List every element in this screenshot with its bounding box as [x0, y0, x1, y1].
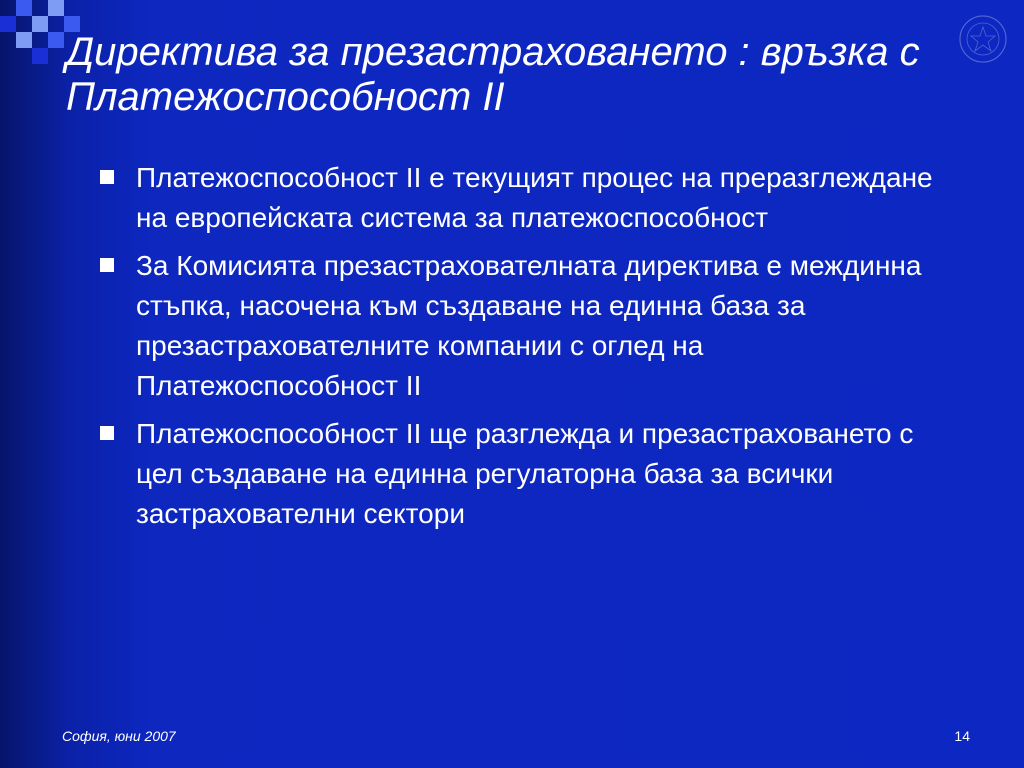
bullet-text: Платежоспособност II е текущият процес на преразглеждане на европейската система за платежоспособност	[136, 162, 933, 233]
square-bullet-icon	[100, 426, 114, 440]
slide-title: Директива за презастраховането : връзка с Платежоспособност II	[66, 30, 920, 119]
page-number: 14	[954, 728, 970, 744]
bullet-item	[96, 414, 956, 534]
bullet-item	[96, 158, 956, 238]
square-bullet-icon	[100, 170, 114, 184]
bullet-text: За Комисията презастрахователната директива е междинна стъпка, насочена към създаване на единна база за презастрахователните компании с оглед на Платежоспособност II	[136, 250, 922, 401]
bullet-list	[96, 158, 956, 542]
footer-date: София, юни 2007	[62, 728, 176, 744]
square-bullet-icon	[100, 258, 114, 272]
bullet-item	[96, 246, 956, 406]
bullet-text: Платежоспособност II ще разглежда и презастраховането с цел създаване на единна регулаторна база за всички застрахователни сектори	[136, 418, 914, 529]
